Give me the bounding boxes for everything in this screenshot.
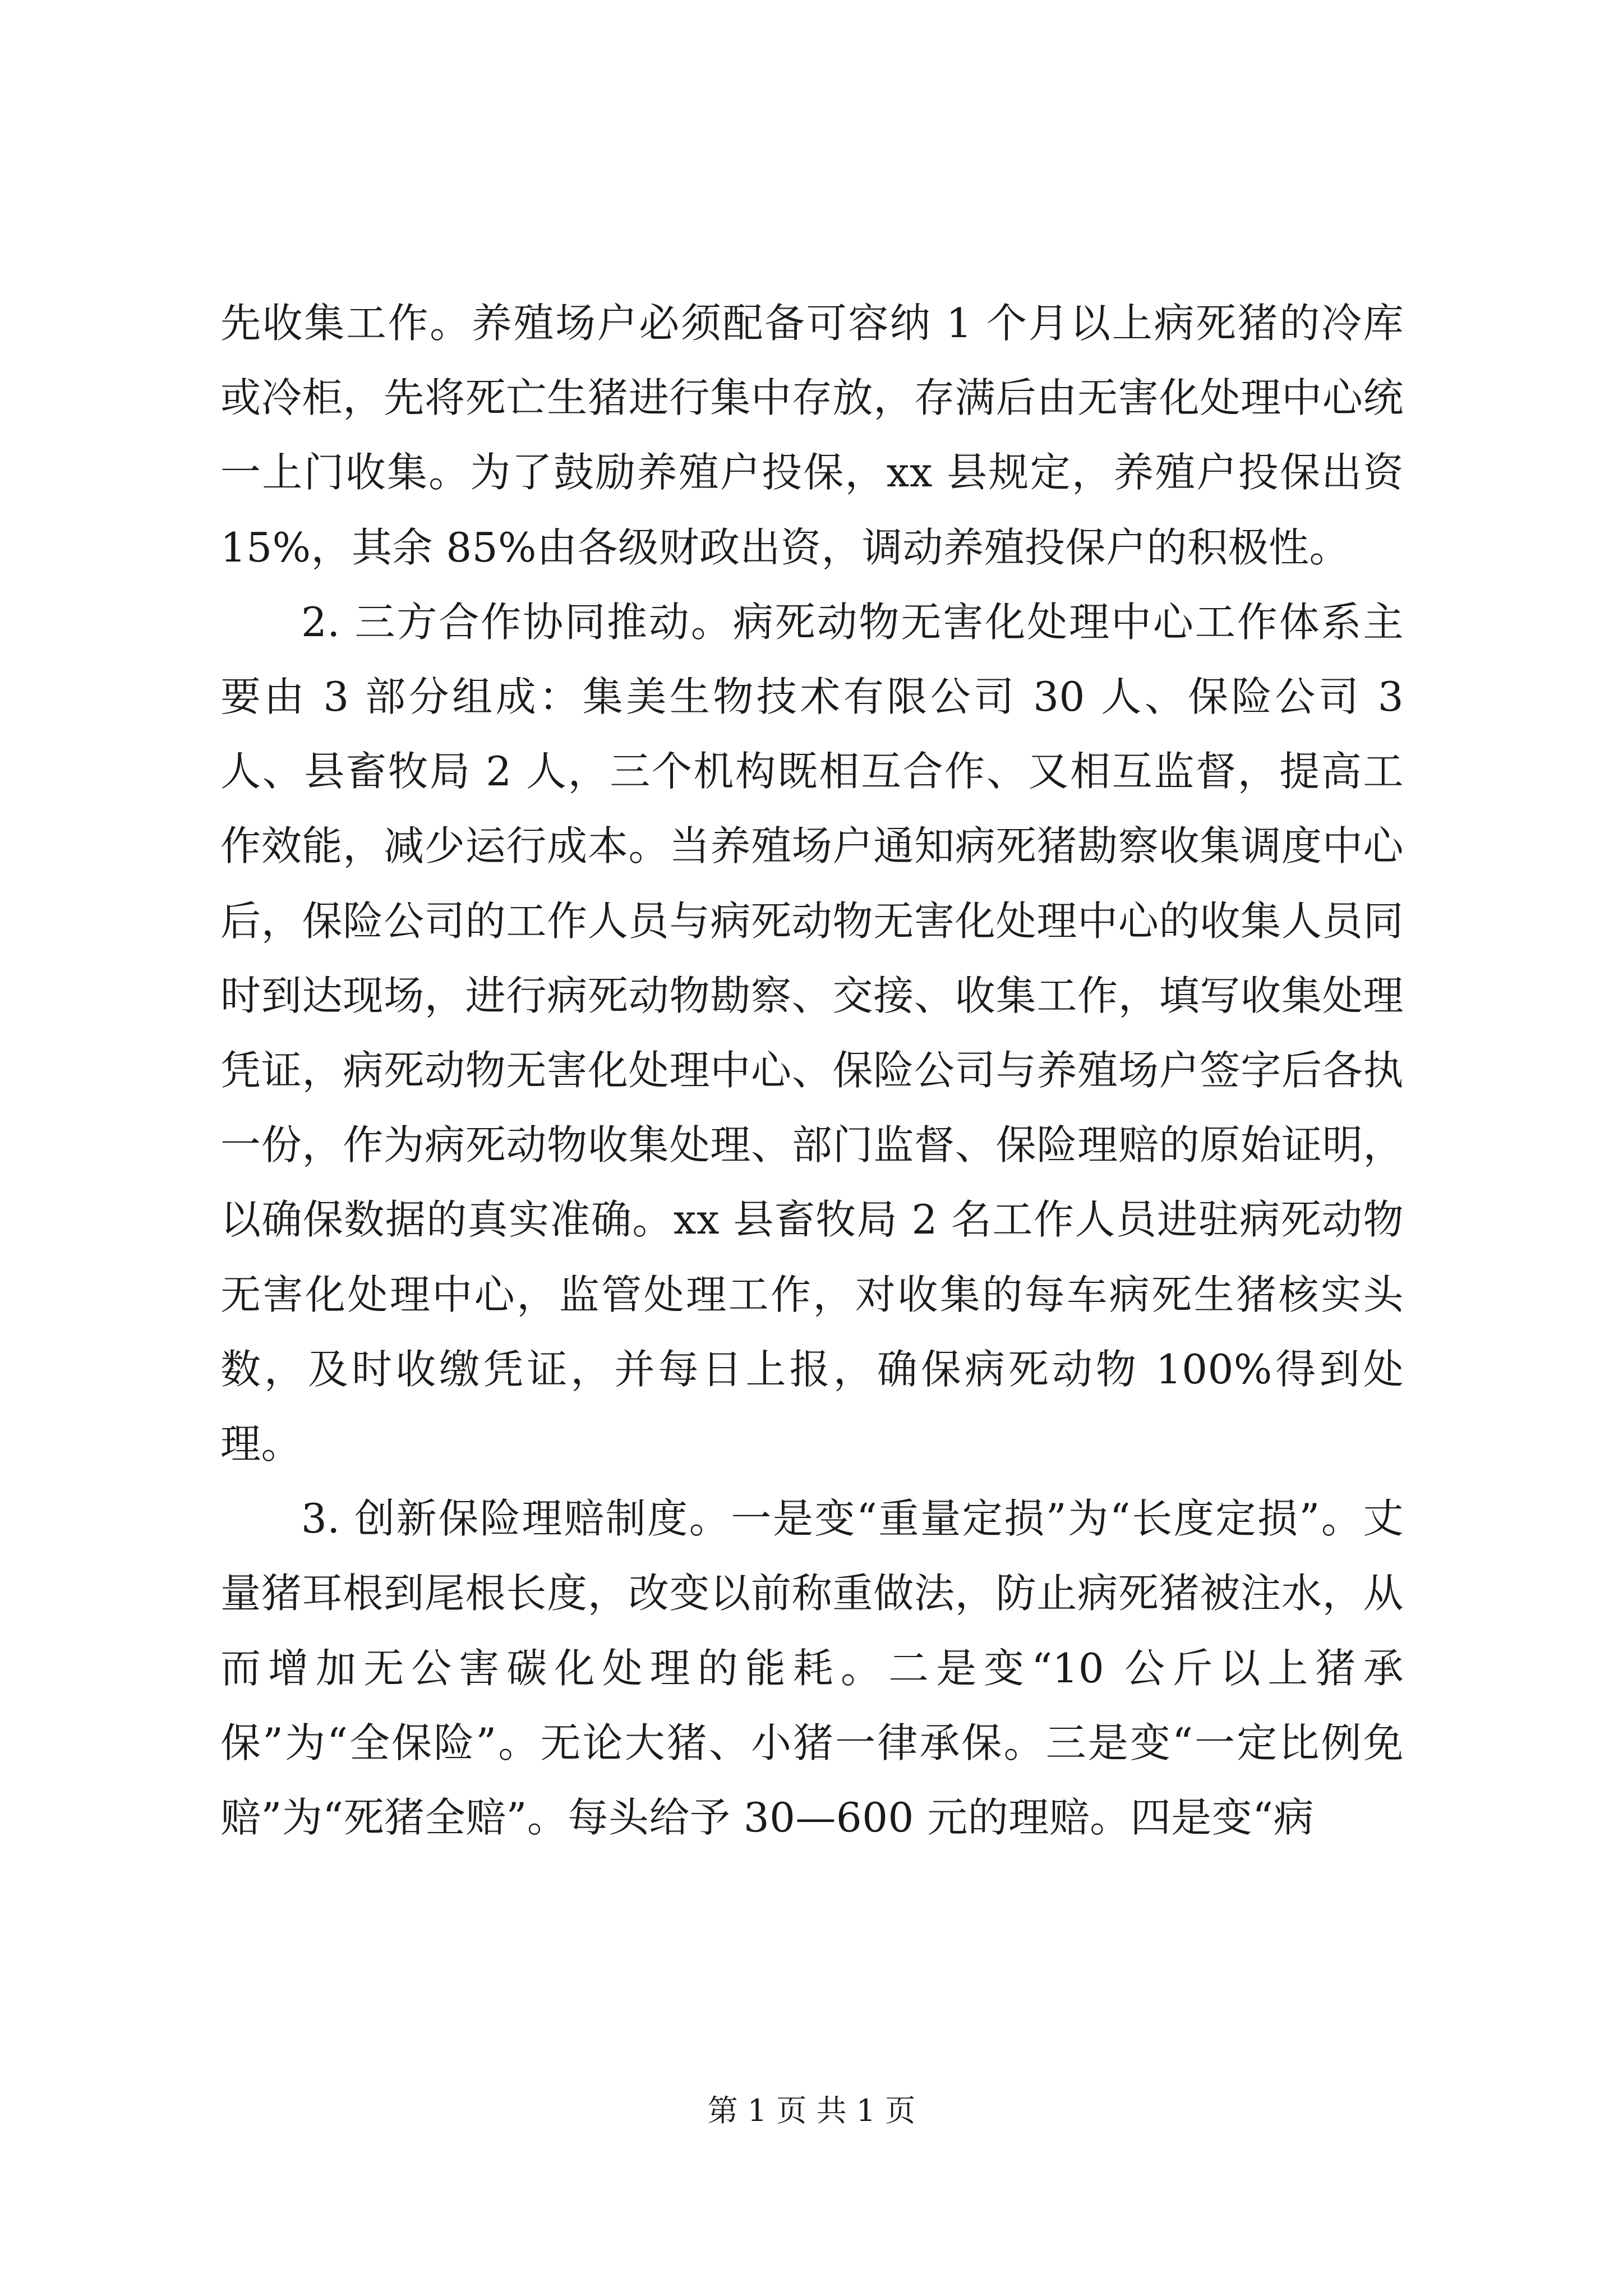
page-footer: 第 1 页 共 1 页 [707, 2093, 916, 2128]
body-text [220, 286, 1404, 1855]
paragraph-3: 3. 创新保险理赔制度。一是变“重量定损”为“长度定损”。丈量猪耳根到尾根长度，改变以前称重做法，防止病死猪被注水，从而增加无公害碳化处理的能耗。二是变“10 公斤以上猪承保”为“全保险”。无论大猪、小猪一律承保。三是变“一定比例免赔”为“死猪全赔”。每头给予 30—600 元的理赔。四是变“病 [220, 1495, 1404, 1842]
paragraph-2: 2. 三方合作协同推动。病死动物无害化处理中心工作体系主要由 3 部分组成：集美生物技术有限公司 30 人、保险公司 3 人、县畜牧局 2 人，三个机构既相互合作、又相互监督，提高工作效能，减少运行成本。当养殖场户通知病死猪勘察收集调度中心后，保险公司的工作人员与病死动物无害化处理中心的收集人员同时到达现场，进行病死动物勘察、交接、收集工作，填写收集处理凭证，病死动物无害化处理中心、保险公司与养殖场户签字后各执一份，作为病死动物收集处理、部门监督、保险理赔的原始证明，以确保数据的真实准确。xx 县畜牧局 2 名工作人员进驻病死动物无害化处理中心，监管处理工作，对收集的每车病死生猪核实头数，及时收缴凭证，并每日上报，确保病死动物 100%得到处理。 [220, 598, 1404, 1468]
paragraph-1: 先收集工作。养殖场户必须配备可容纳 1 个月以上病死猪的冷库或冷柜，先将死亡生猪进行集中存放，存满后由无害化处理中心统一上门收集。为了鼓励养殖户投保，xx 县规定，养殖户投保出资 15%，其余 85%由各级财政出资，调动养殖投保户的积极性。 [220, 300, 1404, 571]
